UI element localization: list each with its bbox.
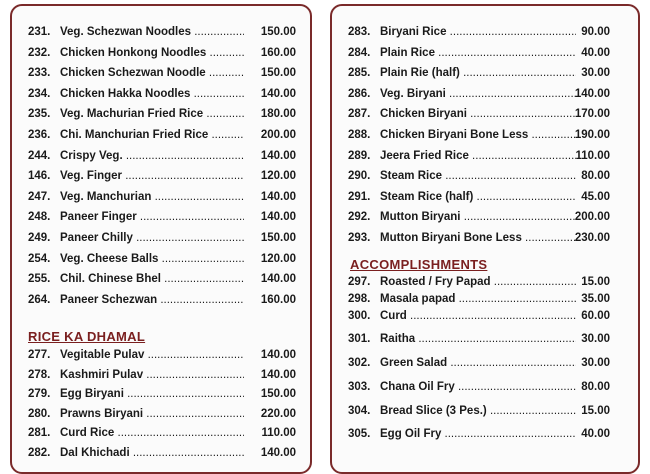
menu-item-price: 120.00 xyxy=(260,253,296,265)
menu-item-name: Chicken Schezwan Noodle ..... xyxy=(60,67,244,79)
menu-item-price: 30.00 xyxy=(581,357,610,369)
menu-item-price: 30.00 xyxy=(581,333,610,345)
menu-item-price: 40.00 xyxy=(581,47,610,59)
menu-item-number: 236. xyxy=(28,129,51,141)
menu-item-name: Paneer Chilly ..... xyxy=(60,232,244,244)
menu-item-price: 110.00 xyxy=(575,150,610,162)
menu-item-name: Egg Biryani ..... xyxy=(60,388,244,400)
menu-item-price: 60.00 xyxy=(581,310,610,322)
menu-item-row xyxy=(12,26,310,46)
menu-item-name: Veg. Biryani ..... xyxy=(380,88,576,100)
menu-item-number: 277. xyxy=(28,349,51,361)
menu-item-price: 90.00 xyxy=(581,26,610,38)
menu-item-number: 293. xyxy=(348,232,371,244)
menu-item-name: Veg. Schezwan Noodles ..... xyxy=(60,26,244,38)
menu-item-name: Prawns Biryani ..... xyxy=(60,408,244,420)
menu-item-name: Jeera Fried Rice ..... xyxy=(380,150,576,162)
menu-item-row xyxy=(12,47,310,67)
menu-item-name: Veg. Manchurian ..... xyxy=(60,191,244,203)
menu-item-name: Dal Khichadi ..... xyxy=(60,447,244,459)
menu-item-number: 285. xyxy=(348,67,371,79)
menu-item-name: Veg. Machurian Fried Rice ..... xyxy=(60,108,244,120)
menu-item-row xyxy=(332,129,638,149)
menu-item-price: 140.00 xyxy=(260,447,296,459)
menu-item-row xyxy=(332,191,638,211)
menu-item-number: 305. xyxy=(348,428,371,440)
menu-item-number: 303. xyxy=(348,381,371,393)
menu-item-name: Green Salad ..... xyxy=(380,357,576,369)
menu-item-number: 146. xyxy=(28,170,51,182)
menu-item-name: Plain Rice ..... xyxy=(380,47,576,59)
menu-item-row xyxy=(12,191,310,211)
menu-item-row xyxy=(332,108,638,128)
menu-item-name: Chana Oil Fry ..... xyxy=(380,381,576,393)
menu-item-name: Masala papad ..... xyxy=(380,293,576,305)
menu-item-price: 15.00 xyxy=(581,405,610,417)
menu-item-number: 289. xyxy=(348,150,371,162)
section-title-rice-ka-dhamal: RICE KA DHAMAL xyxy=(28,329,146,344)
menu-item-name: Steam Rice ..... xyxy=(380,170,576,182)
menu-item-number: 264. xyxy=(28,294,51,306)
menu-item-number: 304. xyxy=(348,405,371,417)
menu-item-price: 45.00 xyxy=(581,191,610,203)
menu-item-number: 290. xyxy=(348,170,371,182)
menu-item-row xyxy=(12,273,310,293)
menu-item-number: 291. xyxy=(348,191,371,203)
menu-item-number: 233. xyxy=(28,67,51,79)
menu-item-price: 160.00 xyxy=(260,294,296,306)
menu-item-name: Plain Rie (half) ..... xyxy=(380,67,576,79)
menu-item-name: Curd Rice ..... xyxy=(60,427,244,439)
menu-item-price: 30.00 xyxy=(581,67,610,79)
menu-item-row xyxy=(12,211,310,231)
menu-panel-right xyxy=(330,4,640,474)
menu-item-row xyxy=(12,369,310,389)
menu-item-number: 254. xyxy=(28,253,51,265)
menu-item-name: Mutton Biryani Bone Less ..... xyxy=(380,232,576,244)
menu-item-row xyxy=(12,150,310,170)
menu-item-row xyxy=(332,405,638,425)
menu-item-name: Paneer Schezwan ..... xyxy=(60,294,244,306)
menu-item-row xyxy=(12,253,310,273)
menu-item-price: 140.00 xyxy=(260,150,296,162)
menu-item-row xyxy=(12,88,310,108)
menu-item-name: Crispy Veg. ..... xyxy=(60,150,244,162)
menu-item-row xyxy=(332,150,638,170)
menu-item-number: 301. xyxy=(348,333,371,345)
menu-item-price: 40.00 xyxy=(581,428,610,440)
menu-item-name: Raitha ..... xyxy=(380,333,576,345)
menu-item-number: 249. xyxy=(28,232,51,244)
menu-item-price: 200.00 xyxy=(260,129,296,141)
menu-item-number: 232. xyxy=(28,47,51,59)
menu-item-row xyxy=(332,67,638,87)
menu-item-number: 284. xyxy=(348,47,371,59)
menu-item-price: 140.00 xyxy=(260,88,296,100)
menu-item-row xyxy=(332,357,638,377)
menu-item-price: 200.00 xyxy=(574,211,610,223)
menu-item-price: 80.00 xyxy=(581,170,610,182)
menu-item-name: Paneer Finger ..... xyxy=(60,211,244,223)
menu-item-name: Chicken Honkong Noodles ..... xyxy=(60,47,244,59)
menu-item-name: Steam Rice (half) ..... xyxy=(380,191,576,203)
menu-item-number: 282. xyxy=(28,447,51,459)
menu-item-name: Biryani Rice ..... xyxy=(380,26,576,38)
menu-item-name: Curd ..... xyxy=(380,310,576,322)
menu-item-row xyxy=(12,447,310,467)
menu-item-number: 235. xyxy=(28,108,51,120)
section-title-accomplishments: ACCOMPLISHMENTS xyxy=(350,257,488,272)
menu-item-price: 150.00 xyxy=(260,388,296,400)
menu-item-name: Chil. Chinese Bhel ..... xyxy=(60,273,244,285)
menu-item-price: 15.00 xyxy=(581,276,610,288)
menu-item-row xyxy=(332,26,638,46)
menu-item-price: 170.00 xyxy=(574,108,610,120)
menu-item-price: 140.00 xyxy=(260,349,296,361)
menu-item-name: Chicken Biryani ..... xyxy=(380,108,576,120)
menu-item-price: 150.00 xyxy=(260,26,296,38)
menu-item-row xyxy=(12,294,310,314)
menu-item-number: 280. xyxy=(28,408,51,420)
menu-item-number: 244. xyxy=(28,150,51,162)
menu-item-name: Mutton Biryani ..... xyxy=(380,211,576,223)
menu-item-price: 140.00 xyxy=(260,273,296,285)
menu-item-row xyxy=(12,129,310,149)
menu-item-number: 298. xyxy=(348,293,371,305)
menu-item-number: 292. xyxy=(348,211,371,223)
menu-item-row xyxy=(332,47,638,67)
menu-item-price: 160.00 xyxy=(260,47,296,59)
menu-item-price: 150.00 xyxy=(260,67,296,79)
menu-item-price: 230.00 xyxy=(574,232,610,244)
menu-item-row xyxy=(12,408,310,428)
menu-item-name: Veg. Finger ..... xyxy=(60,170,244,182)
menu-item-row xyxy=(12,427,310,447)
menu-item-number: 302. xyxy=(348,357,371,369)
menu-item-row xyxy=(12,170,310,190)
menu-item-price: 220.00 xyxy=(260,408,296,420)
menu-item-row xyxy=(12,108,310,128)
menu-item-price: 180.00 xyxy=(260,108,296,120)
menu-item-row xyxy=(332,310,638,330)
menu-item-price: 190.00 xyxy=(574,129,610,141)
menu-item-number: 248. xyxy=(28,211,51,223)
menu-item-price: 80.00 xyxy=(581,381,610,393)
menu-item-name: Veg. Cheese Balls ..... xyxy=(60,253,244,265)
menu-item-name: Kashmiri Pulav ..... xyxy=(60,369,244,381)
menu-item-number: 234. xyxy=(28,88,51,100)
menu-item-price: 120.00 xyxy=(260,170,296,182)
menu-item-number: 231. xyxy=(28,26,51,38)
menu-item-name: Chi. Manchurian Fried Rice ..... xyxy=(60,129,244,141)
menu-item-price: 140.00 xyxy=(260,191,296,203)
menu-item-row xyxy=(332,232,638,252)
menu-item-number: 300. xyxy=(348,310,371,322)
menu-item-number: 288. xyxy=(348,129,371,141)
menu-item-number: 255. xyxy=(28,273,51,285)
menu-item-row xyxy=(12,349,310,369)
menu-item-number: 283. xyxy=(348,26,371,38)
menu-item-number: 297. xyxy=(348,276,371,288)
menu-item-row xyxy=(332,381,638,401)
menu-item-row xyxy=(332,211,638,231)
menu-item-row xyxy=(12,67,310,87)
menu-item-price: 140.00 xyxy=(574,88,610,100)
menu-panel-left xyxy=(10,4,312,474)
menu-item-name: Chicken Hakka Noodles ..... xyxy=(60,88,244,100)
menu-item-price: 140.00 xyxy=(260,211,296,223)
menu-item-number: 281. xyxy=(28,427,51,439)
menu-item-row xyxy=(332,170,638,190)
menu-item-number: 247. xyxy=(28,191,51,203)
menu-item-price: 150.00 xyxy=(260,232,296,244)
menu-item-name: Chicken Biryani Bone Less ..... xyxy=(380,129,576,141)
menu-item-row xyxy=(332,88,638,108)
menu-item-name: Egg Oil Fry ..... xyxy=(380,428,576,440)
menu-item-row xyxy=(12,232,310,252)
menu-item-number: 286. xyxy=(348,88,371,100)
menu-item-number: 287. xyxy=(348,108,371,120)
menu-item-row xyxy=(12,388,310,408)
menu-item-price: 35.00 xyxy=(581,293,610,305)
menu-item-name: Vegitable Pulav ..... xyxy=(60,349,244,361)
menu-item-price: 110.00 xyxy=(261,427,296,439)
menu-item-row xyxy=(332,333,638,353)
menu-item-number: 278. xyxy=(28,369,51,381)
menu-item-row xyxy=(332,428,638,448)
menu-item-price: 140.00 xyxy=(260,369,296,381)
menu-item-name: Bread Slice (3 Pes.) ..... xyxy=(380,405,576,417)
menu-item-number: 279. xyxy=(28,388,51,400)
menu-item-name: Roasted / Fry Papad ..... xyxy=(380,276,576,288)
